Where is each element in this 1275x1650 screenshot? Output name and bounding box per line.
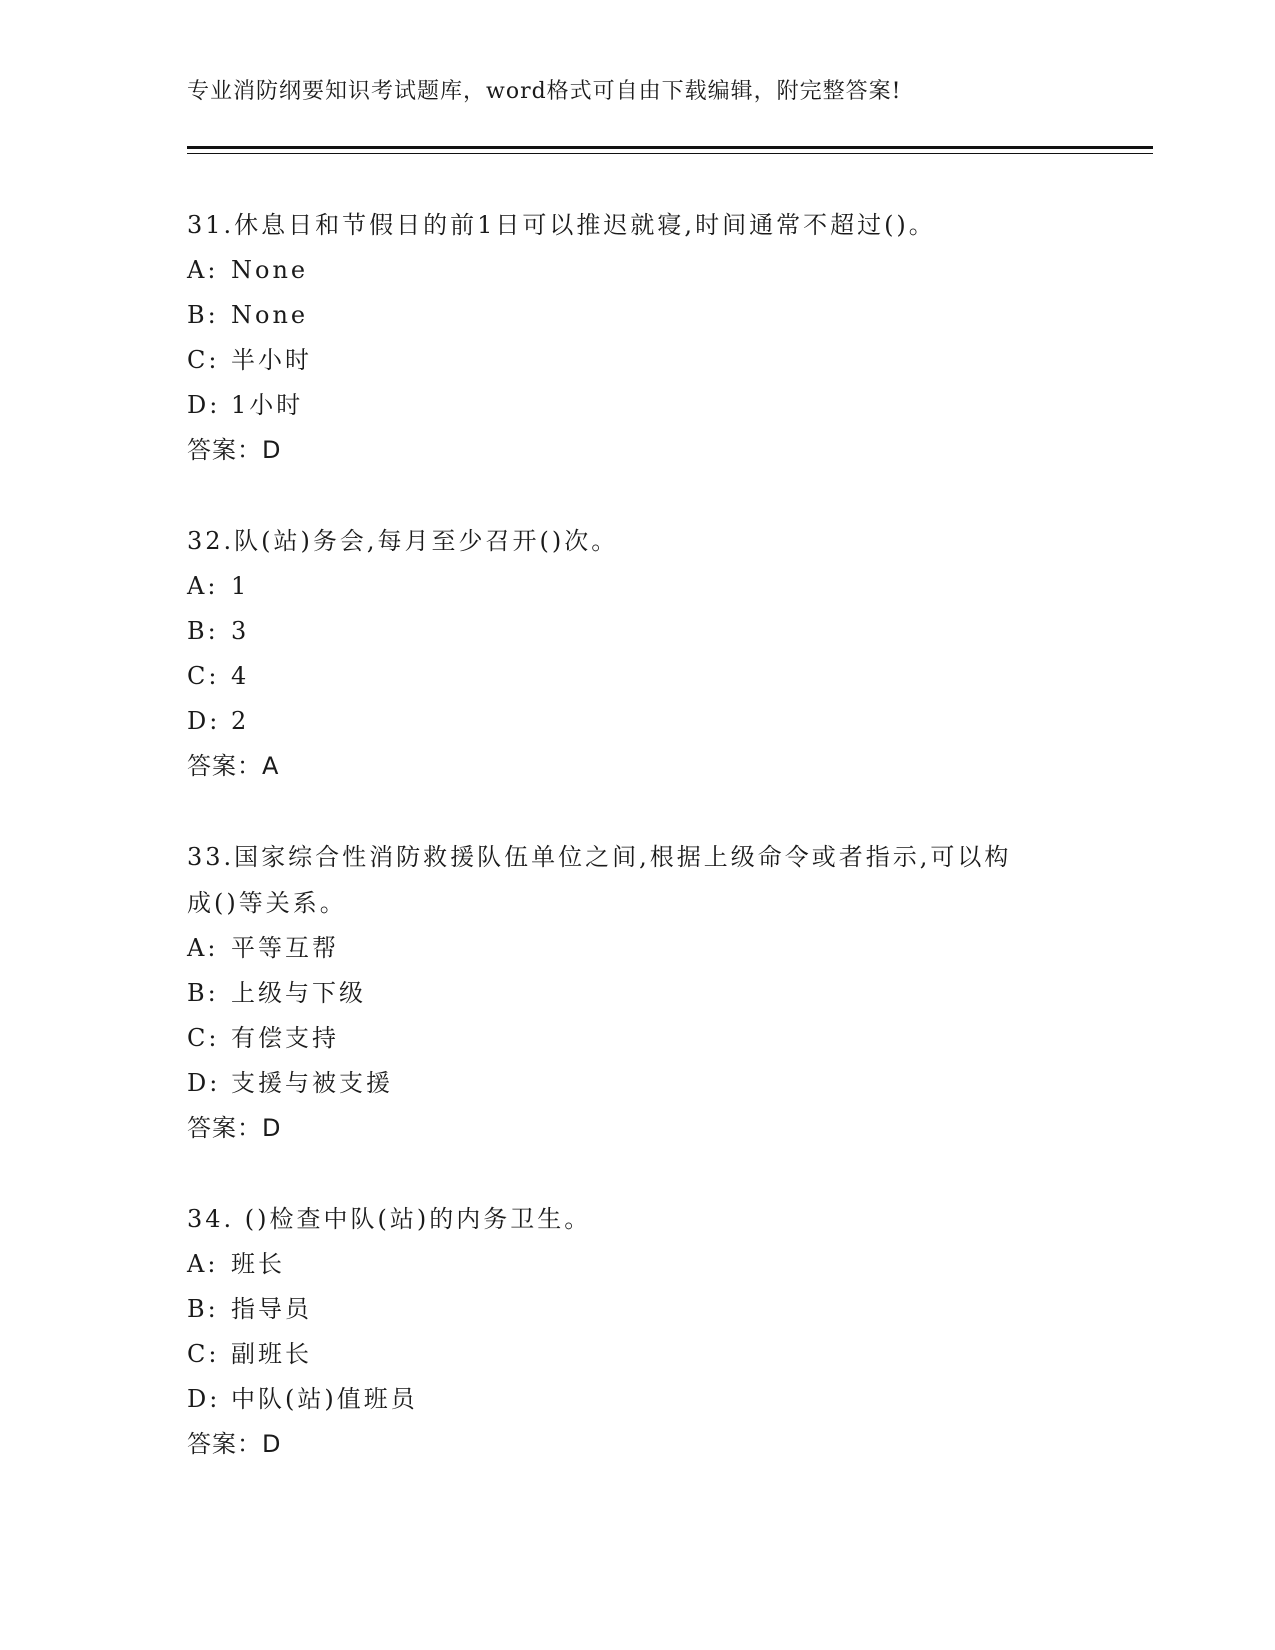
option-c	[187, 1016, 1087, 1061]
option-key: D:	[187, 1385, 221, 1413]
option-b	[187, 609, 1087, 654]
option-text: 平等互帮	[231, 934, 339, 962]
option-text: 4	[231, 662, 250, 690]
option-text: 班长	[231, 1250, 285, 1278]
option-a	[187, 248, 1087, 293]
option-key: C:	[187, 346, 220, 374]
header-divider-thick	[187, 146, 1153, 149]
answer-line: 答案：D	[187, 436, 282, 464]
option-text: 上级与下级	[231, 979, 366, 1007]
question-33	[187, 834, 1087, 1151]
option-a	[187, 926, 1087, 971]
option-key: B:	[187, 301, 219, 329]
option-b	[187, 971, 1087, 1016]
option-b	[187, 293, 1087, 338]
answer-line: 答案：D	[187, 1430, 282, 1458]
option-key: C:	[187, 1024, 220, 1052]
option-text: 3	[231, 617, 250, 645]
option-key: A:	[187, 1250, 219, 1278]
option-text: 1	[231, 572, 250, 600]
question-31	[187, 202, 1087, 473]
document-header: 专业消防纲要知识考试题库，word格式可自由下载编辑，附完整答案!	[187, 79, 902, 104]
option-key: C:	[187, 1340, 220, 1368]
option-c	[187, 1332, 1087, 1377]
option-key: B:	[187, 979, 219, 1007]
option-text: 2	[231, 707, 250, 735]
question-stem: 31.休息日和节假日的前1日可以推迟就寝,时间通常不超过()。	[187, 211, 936, 239]
option-key: B:	[187, 1295, 219, 1323]
question-stem-line-1: 33.国家综合性消防救援队伍单位之间,根据上级命令或者指示,可以构	[187, 843, 1012, 871]
option-d	[187, 699, 1087, 744]
option-key: A:	[187, 572, 219, 600]
option-text: None	[231, 301, 309, 329]
option-key: D:	[187, 391, 221, 419]
option-key: D:	[187, 707, 221, 735]
question-32	[187, 518, 1087, 789]
option-key: D:	[187, 1069, 221, 1097]
question-stem: 32.队(站)务会,每月至少召开()次。	[187, 527, 619, 555]
question-list	[187, 202, 1087, 1512]
header-divider-thin	[187, 153, 1153, 154]
option-text: None	[231, 256, 309, 284]
option-key: A:	[187, 256, 219, 284]
option-text: 1小时	[231, 391, 304, 419]
option-text: 支援与被支援	[231, 1069, 393, 1097]
option-text: 有偿支持	[231, 1024, 339, 1052]
option-text: 中队(站)值班员	[231, 1385, 418, 1413]
question-stem: 34. ()检查中队(站)的内务卫生。	[187, 1205, 592, 1233]
option-d	[187, 1377, 1087, 1422]
option-key: A:	[187, 934, 219, 962]
option-a	[187, 564, 1087, 609]
option-b	[187, 1287, 1087, 1332]
answer-line: 答案：D	[187, 1114, 282, 1142]
option-d	[187, 383, 1087, 428]
answer-line: 答案：A	[187, 752, 280, 780]
option-key: C:	[187, 662, 220, 690]
option-c	[187, 654, 1087, 699]
option-text: 指导员	[231, 1295, 312, 1323]
option-text: 副班长	[231, 1340, 312, 1368]
option-d	[187, 1061, 1087, 1106]
question-34	[187, 1196, 1087, 1467]
question-stem-line-2: 成()等关系。	[187, 889, 347, 917]
option-text: 半小时	[231, 346, 312, 374]
option-a	[187, 1242, 1087, 1287]
option-key: B:	[187, 617, 219, 645]
option-c	[187, 338, 1087, 383]
